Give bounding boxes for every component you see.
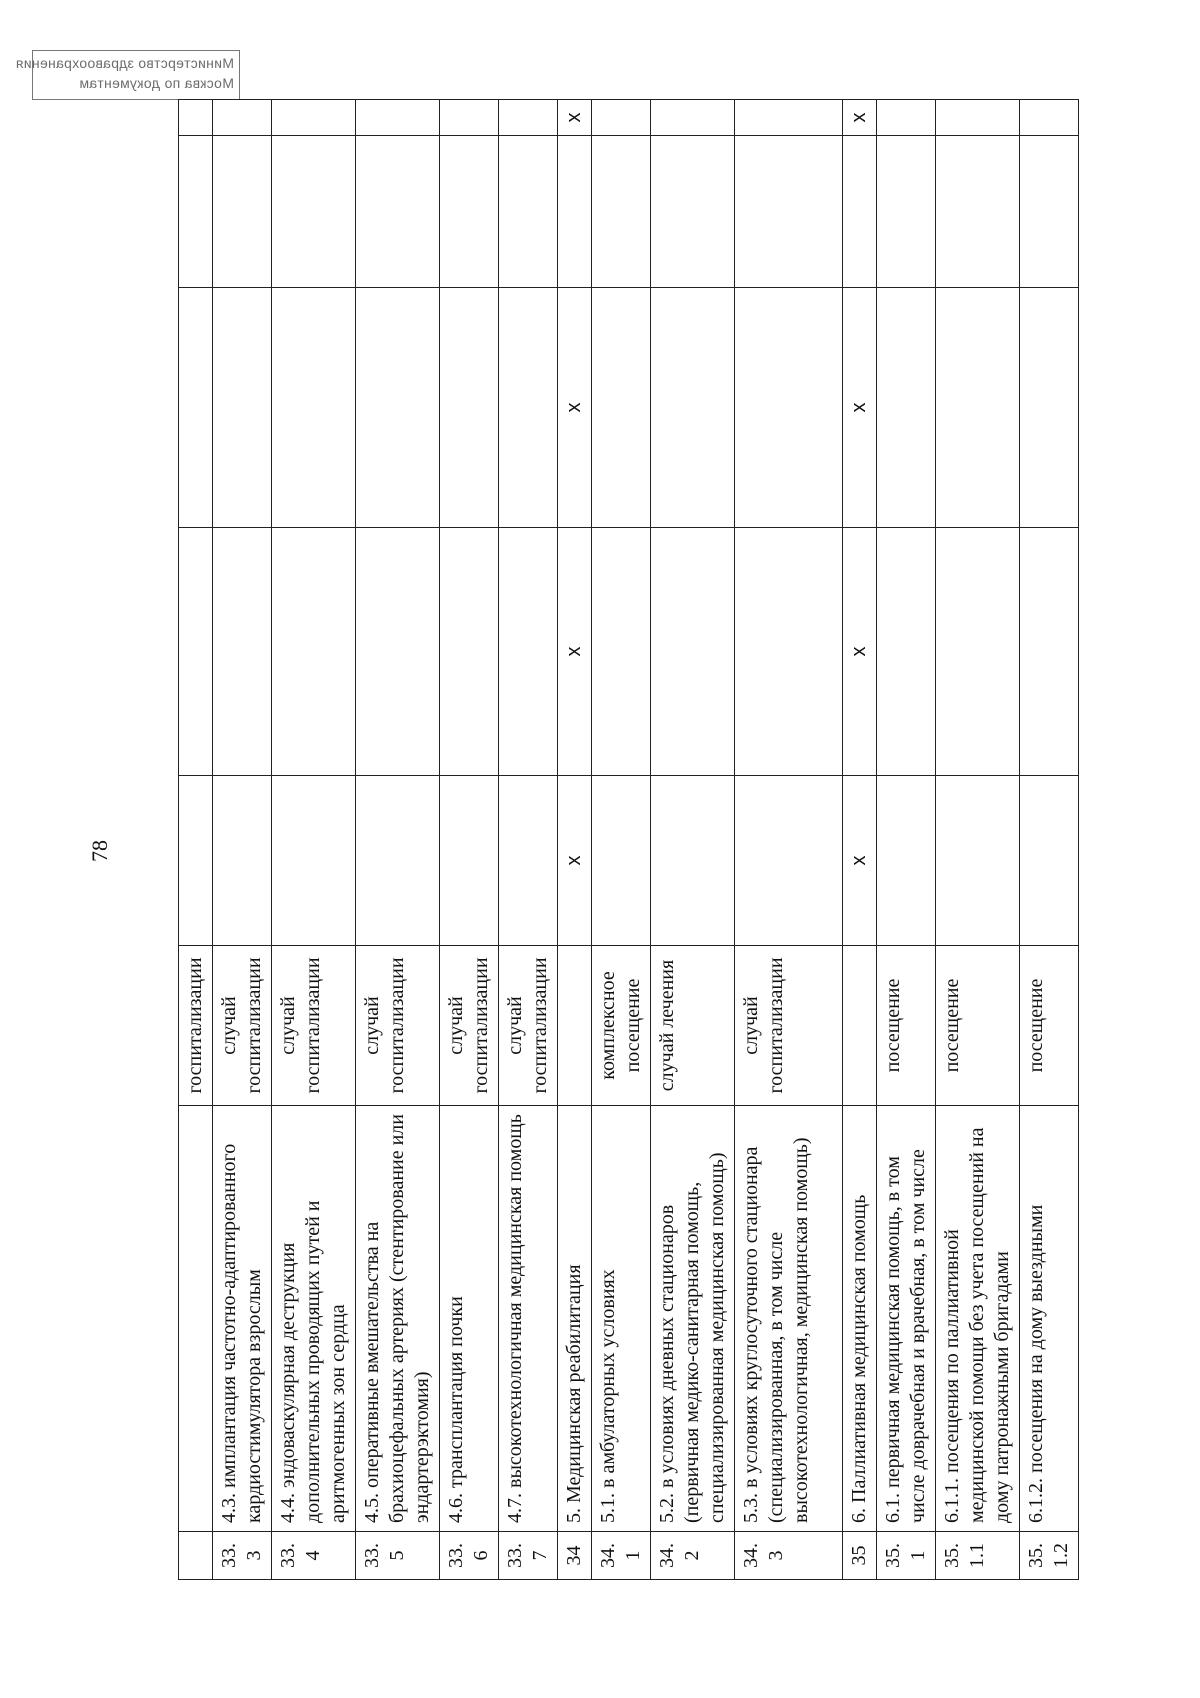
row-value-cell-5 xyxy=(440,100,499,136)
row-value-cell-3 xyxy=(877,288,936,528)
row-value-cell-4 xyxy=(651,136,735,288)
row-unit-cell: случай госпитализации xyxy=(499,946,558,1106)
table-row xyxy=(272,100,356,1580)
table-row xyxy=(440,100,499,1580)
table-row xyxy=(499,100,558,1580)
row-unit-cell: случай госпитализации xyxy=(356,946,440,1106)
row-name-cell: 4.3. имплантация частотно-адаптированного кардиостимулятора взрослым xyxy=(213,1106,272,1532)
row-number-cell xyxy=(179,1532,213,1580)
row-unit-cell: посещение xyxy=(1020,946,1079,1106)
table-row xyxy=(1020,100,1079,1580)
row-value-cell-5: x xyxy=(843,100,877,136)
table-row xyxy=(877,100,936,1580)
row-name-cell: 5.1. в амбулаторных условиях xyxy=(592,1106,651,1532)
row-value-cell-1: x xyxy=(558,776,592,946)
row-name-cell xyxy=(179,1106,213,1532)
row-value-cell-2 xyxy=(735,528,843,776)
row-value-cell-3 xyxy=(179,288,213,528)
row-value-cell-2 xyxy=(1020,528,1079,776)
row-number-cell: 35 xyxy=(843,1532,877,1580)
row-name-cell: 4.5. оперативные вмешательства на брахиоцефальных артериях (стентирование или эндартерэктомия) xyxy=(356,1106,440,1532)
table-row xyxy=(213,100,272,1580)
row-value-cell-5 xyxy=(356,100,440,136)
row-unit-cell: посещение xyxy=(877,946,936,1106)
row-value-cell-1: x xyxy=(843,776,877,946)
row-value-cell-3 xyxy=(651,288,735,528)
table-row xyxy=(651,100,735,1580)
row-value-cell-4 xyxy=(558,136,592,288)
row-value-cell-4 xyxy=(440,136,499,288)
row-name-cell: 5. Медицинская реабилитация xyxy=(558,1106,592,1532)
row-value-cell-2 xyxy=(356,528,440,776)
row-unit-cell: случай госпитализации xyxy=(440,946,499,1106)
row-name-cell: 5.2. в условиях дневных стационаров (первичная медико-санитарная помощь, специализированная медицинская помощь) xyxy=(651,1106,735,1532)
row-name-cell: 6.1.2. посещения на дому выездными xyxy=(1020,1106,1079,1532)
row-value-cell-5 xyxy=(592,100,651,136)
row-value-cell-1 xyxy=(356,776,440,946)
row-value-cell-1 xyxy=(213,776,272,946)
row-unit-cell: случай госпитализации xyxy=(735,946,843,1106)
row-value-cell-2 xyxy=(592,528,651,776)
row-value-cell-2 xyxy=(440,528,499,776)
row-value-cell-1 xyxy=(272,776,356,946)
rotated-table-wrapper xyxy=(178,100,1108,1580)
row-number-cell: 35.1.1 xyxy=(936,1532,1020,1580)
row-value-cell-5 xyxy=(735,100,843,136)
row-number-cell: 34.3 xyxy=(735,1532,843,1580)
row-value-cell-4 xyxy=(213,136,272,288)
row-name-cell: 4.6. трансплантация почки xyxy=(440,1106,499,1532)
row-value-cell-1 xyxy=(1020,776,1079,946)
row-value-cell-4 xyxy=(179,136,213,288)
row-value-cell-3: x xyxy=(843,288,877,528)
row-unit-cell xyxy=(558,946,592,1106)
row-number-cell: 34.1 xyxy=(592,1532,651,1580)
row-value-cell-2 xyxy=(179,528,213,776)
row-unit-cell: случай лечения xyxy=(651,946,735,1106)
row-value-cell-2: x xyxy=(558,528,592,776)
stamp-line-1: Министерство здравоохранения xyxy=(15,55,234,71)
row-value-cell-3 xyxy=(735,288,843,528)
row-name-cell: 4.4. эндоваскулярная деструкция дополнительных проводящих путей и аритмогенных зон сердца xyxy=(272,1106,356,1532)
stamp xyxy=(15,50,240,100)
row-value-cell-3 xyxy=(440,288,499,528)
row-value-cell-2 xyxy=(213,528,272,776)
row-value-cell-1 xyxy=(651,776,735,946)
row-name-cell: 4.7. высокотехнологичная медицинская помощь xyxy=(499,1106,558,1532)
row-value-cell-1 xyxy=(179,776,213,946)
row-value-cell-5 xyxy=(1020,100,1079,136)
row-value-cell-1 xyxy=(735,776,843,946)
row-value-cell-4 xyxy=(592,136,651,288)
row-unit-cell: посещение xyxy=(936,946,1020,1106)
row-value-cell-1 xyxy=(440,776,499,946)
row-number-cell: 33.7 xyxy=(499,1532,558,1580)
row-value-cell-2 xyxy=(651,528,735,776)
row-number-cell: 33.5 xyxy=(356,1532,440,1580)
table-row xyxy=(592,100,651,1580)
row-value-cell-5 xyxy=(936,100,1020,136)
page-number: 78 xyxy=(87,840,112,862)
row-name-cell: 6.1. первичная медицинская помощь, в том числе доврачебная и врачебная, в том числе xyxy=(877,1106,936,1532)
row-value-cell-1 xyxy=(877,776,936,946)
row-value-cell-4 xyxy=(272,136,356,288)
row-value-cell-2 xyxy=(936,528,1020,776)
medical-care-table xyxy=(178,99,1079,1580)
row-number-cell: 33.4 xyxy=(272,1532,356,1580)
row-value-cell-3 xyxy=(936,288,1020,528)
table-row xyxy=(558,100,592,1580)
row-value-cell-5 xyxy=(651,100,735,136)
row-value-cell-4 xyxy=(356,136,440,288)
row-unit-cell: госпитализации xyxy=(179,946,213,1106)
row-value-cell-4 xyxy=(936,136,1020,288)
row-value-cell-3 xyxy=(499,288,558,528)
row-value-cell-3: x xyxy=(558,288,592,528)
row-value-cell-2: x xyxy=(843,528,877,776)
row-name-cell: 6.1.1. посещения по паллиативной медицинской помощи без учета посещений на дому патронажными бригадами xyxy=(936,1106,1020,1532)
row-value-cell-3 xyxy=(213,288,272,528)
row-value-cell-3 xyxy=(272,288,356,528)
row-unit-cell: случай госпитализации xyxy=(272,946,356,1106)
table-row xyxy=(356,100,440,1580)
row-number-cell: 34.2 xyxy=(651,1532,735,1580)
row-value-cell-2 xyxy=(499,528,558,776)
row-value-cell-5: x xyxy=(558,100,592,136)
row-number-cell: 34 xyxy=(558,1532,592,1580)
row-value-cell-4 xyxy=(843,136,877,288)
row-value-cell-4 xyxy=(499,136,558,288)
row-unit-cell: случай госпитализации xyxy=(213,946,272,1106)
row-unit-cell: комплексное посещение xyxy=(592,946,651,1106)
row-number-cell: 33.3 xyxy=(213,1532,272,1580)
row-unit-cell xyxy=(843,946,877,1106)
table-body xyxy=(179,100,1079,1580)
row-value-cell-3 xyxy=(592,288,651,528)
row-value-cell-3 xyxy=(356,288,440,528)
row-number-cell: 35.1 xyxy=(877,1532,936,1580)
row-name-cell: 5.3. в условиях круглосуточного стационара (специализированная, в том числе высокотехнологичная, медицинская помощь) xyxy=(735,1106,843,1532)
stamp-line-2: Москва по документам xyxy=(79,75,234,91)
row-value-cell-5 xyxy=(877,100,936,136)
row-value-cell-2 xyxy=(272,528,356,776)
row-value-cell-4 xyxy=(877,136,936,288)
row-value-cell-5 xyxy=(213,100,272,136)
row-name-cell: 6. Паллиативная медицинская помощь xyxy=(843,1106,877,1532)
row-value-cell-1 xyxy=(499,776,558,946)
table-row xyxy=(735,100,843,1580)
row-number-cell: 35.1.2 xyxy=(1020,1532,1079,1580)
row-value-cell-2 xyxy=(877,528,936,776)
row-value-cell-1 xyxy=(592,776,651,946)
table-row xyxy=(843,100,877,1580)
row-value-cell-5 xyxy=(499,100,558,136)
row-value-cell-3 xyxy=(1020,288,1079,528)
row-value-cell-4 xyxy=(735,136,843,288)
row-value-cell-5 xyxy=(179,100,213,136)
row-value-cell-4 xyxy=(1020,136,1079,288)
row-value-cell-1 xyxy=(936,776,1020,946)
table-row xyxy=(936,100,1020,1580)
row-value-cell-5 xyxy=(272,100,356,136)
row-number-cell: 33.6 xyxy=(440,1532,499,1580)
table-row xyxy=(179,100,213,1580)
